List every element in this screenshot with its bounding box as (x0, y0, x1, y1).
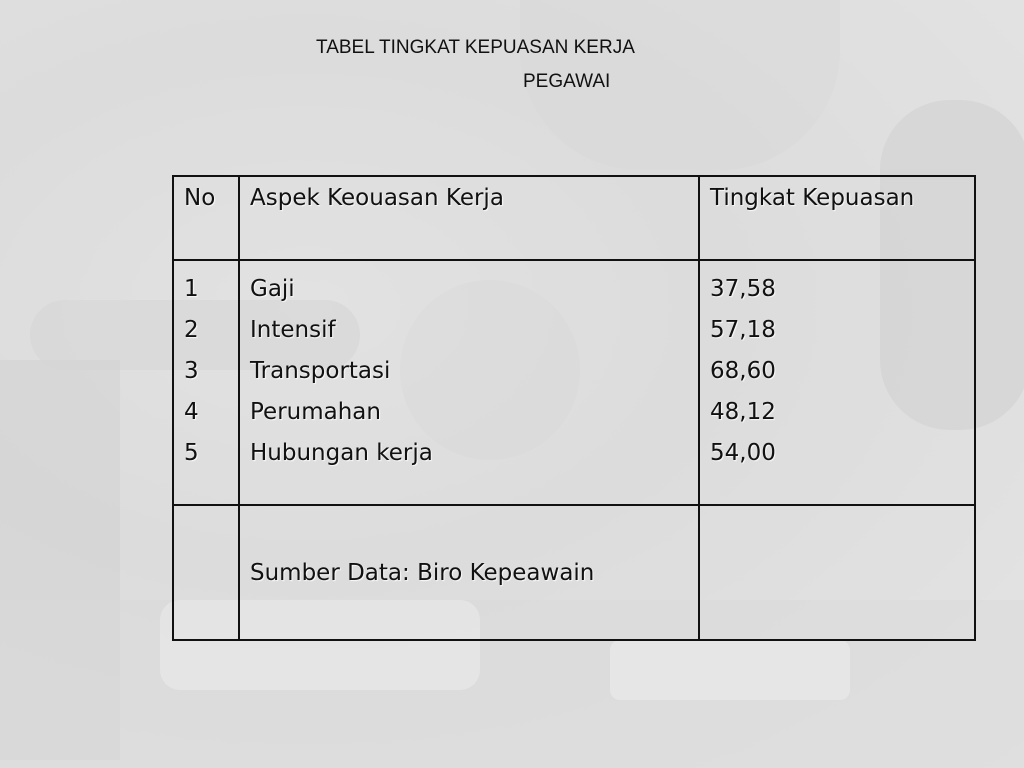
aspek-column (239, 260, 699, 505)
footer-empty-cell (173, 505, 239, 640)
row-aspek: Intensif (250, 317, 336, 343)
row-aspek: Hubungan kerja (250, 440, 433, 466)
footer-empty-cell (699, 505, 975, 640)
row-no: 4 (184, 399, 199, 425)
row-aspek: Perumahan (250, 399, 381, 425)
no-column (173, 260, 239, 505)
header-no: No (173, 176, 239, 260)
row-no: 1 (184, 276, 199, 302)
row-tingkat: 48,12 (710, 399, 776, 425)
satisfaction-table (172, 175, 976, 641)
row-tingkat: 37,58 (710, 276, 776, 302)
table-header-row (173, 176, 975, 260)
header-aspek: Aspek Keouasan Kerja (239, 176, 699, 260)
row-aspek: Transportasi (250, 358, 391, 384)
row-tingkat: 57,18 (710, 317, 776, 343)
title-line-2: PEGAWAI (523, 71, 611, 92)
header-tingkat: Tingkat Kepuasan (699, 176, 975, 260)
background-shape (610, 640, 850, 700)
row-tingkat: 68,60 (710, 358, 776, 384)
row-no: 2 (184, 317, 199, 343)
row-tingkat: 54,00 (710, 440, 776, 466)
table-body-row (173, 260, 975, 505)
slide-title (0, 0, 1024, 110)
row-no: 3 (184, 358, 199, 384)
row-no: 5 (184, 440, 199, 466)
row-aspek: Gaji (250, 276, 295, 302)
title-line-1: TABEL TINGKAT KEPUASAN KERJA (316, 37, 635, 58)
source-note: Sumber Data: Biro Kepeawain (239, 505, 699, 640)
tingkat-column (699, 260, 975, 505)
table-footer-row (173, 505, 975, 640)
